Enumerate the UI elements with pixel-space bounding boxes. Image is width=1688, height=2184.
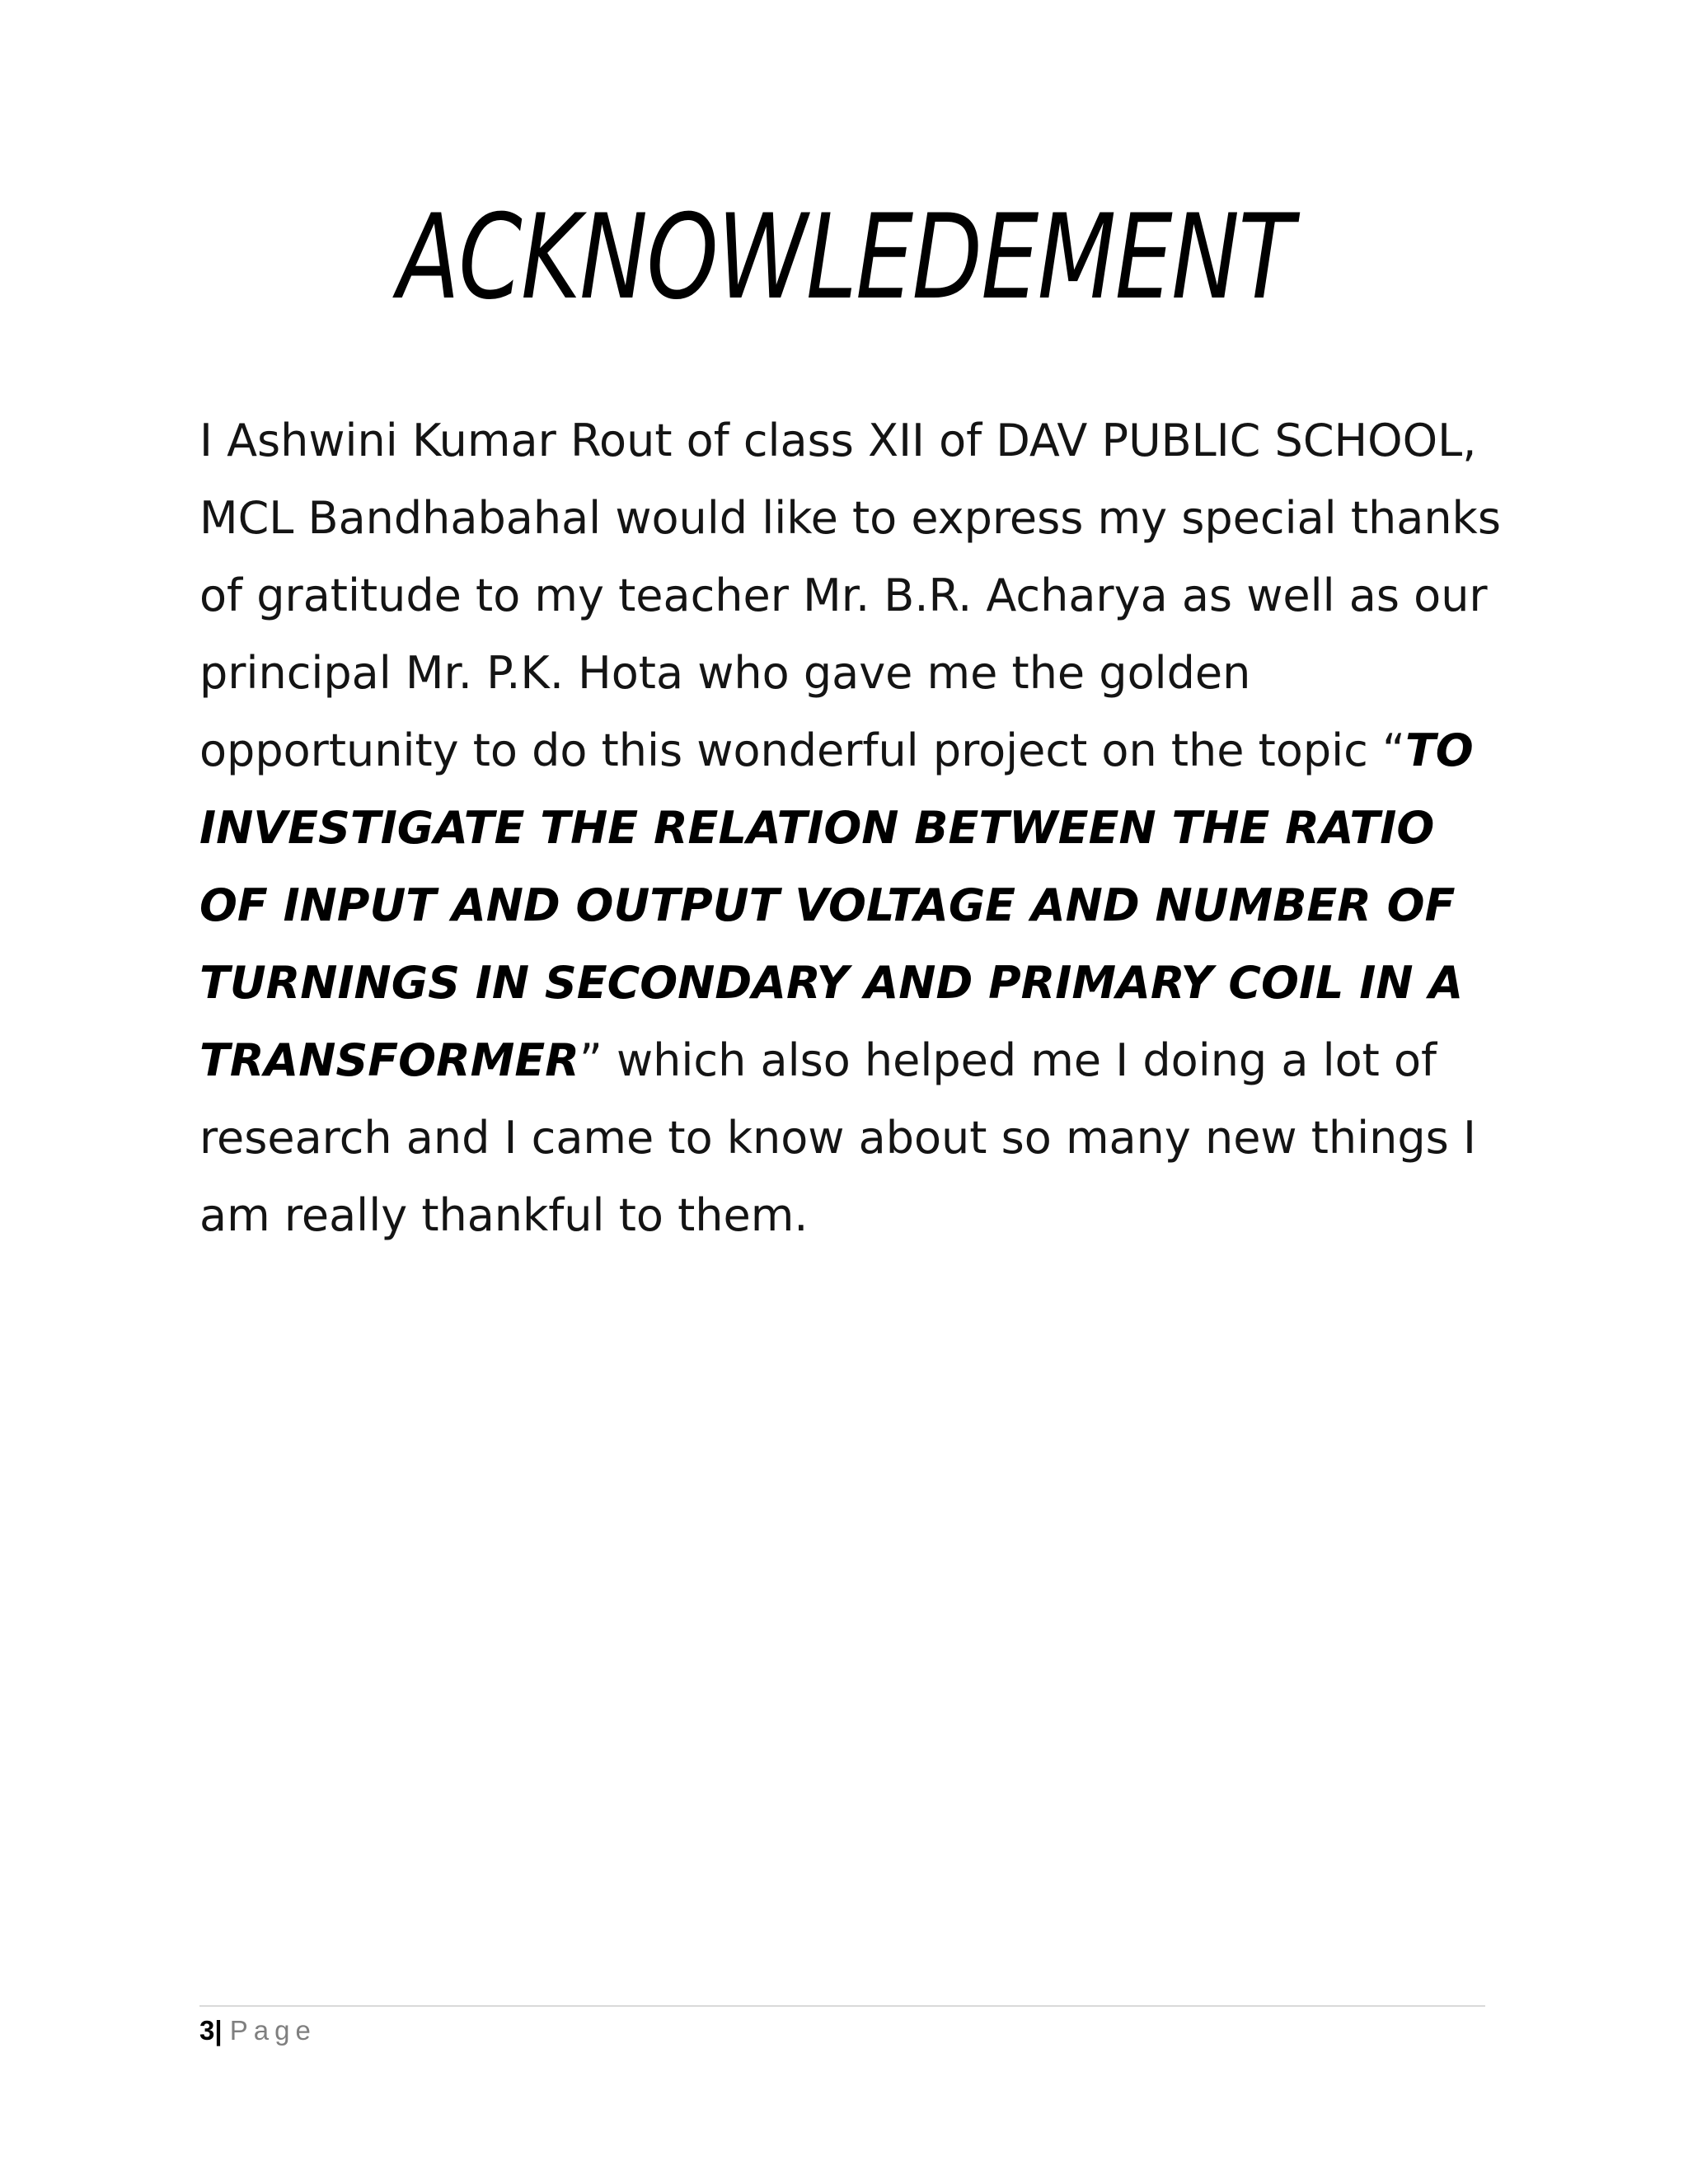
page-number: 3: [199, 2015, 215, 2046]
footer-separator: |: [214, 2015, 223, 2046]
footer-divider: [199, 2005, 1485, 2007]
acknowledgement-paragraph: [199, 402, 1502, 1254]
page-footer: [199, 2014, 316, 2047]
page-title: ACKNOWLEDEMENT: [397, 190, 1293, 326]
paragraph-closing: ” which also helped me I doing a lot of research and I came to know about so many new things I am really thankful to them.: [199, 1034, 1476, 1241]
paragraph-intro: I Ashwini Kumar Rout of class XII of DAV PUBLIC SCHOOL, MCL Bandhabahal would like to express my special thanks of gratitude to my teacher Mr. B.R. Acharya as well as our principal Mr. P.K. Hota who gave me the golden opportunity to do this wonderful project on the topic “: [199, 415, 1501, 776]
page-label: Page: [229, 2015, 316, 2046]
project-topic: TO INVESTIGATE THE RELATION BETWEEN THE RATIO OF INPUT AND OUTPUT VOLTAGE AND NUMBER OF TURNINGS IN SECONDARY AND PRIMARY COIL IN A TRANSFORMER: [199, 724, 1474, 1086]
